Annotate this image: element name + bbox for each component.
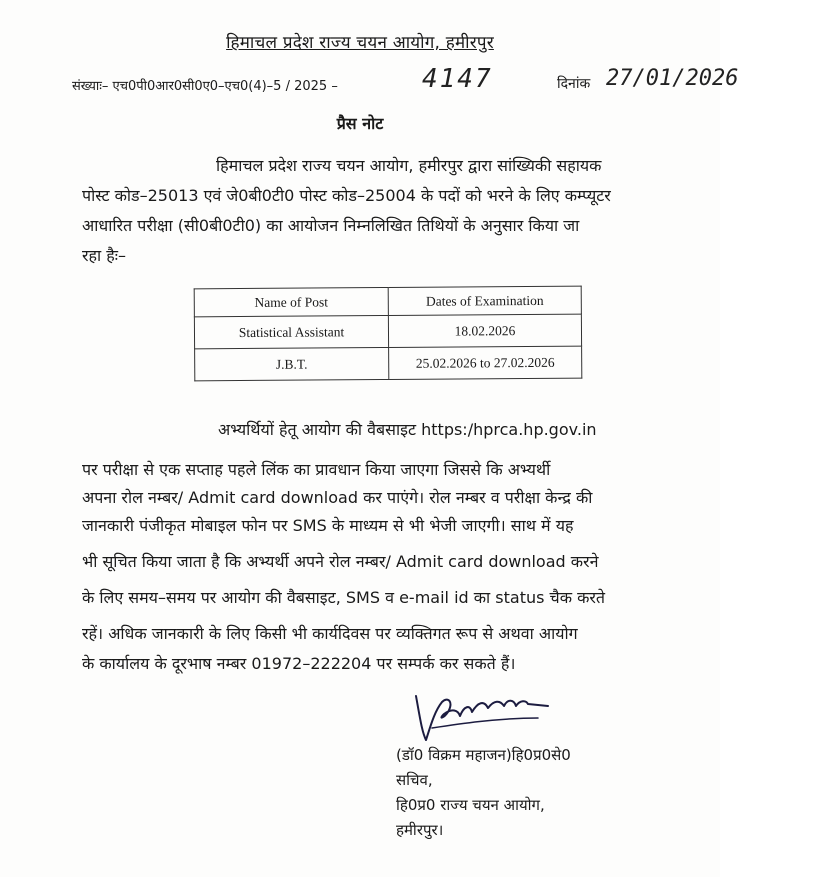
reference-number-printed: संख्याः– एच0पी0आर0सी0ए0–एच0(4)–5 / 2025 – [72,79,338,94]
table-cell-date: 25.02.2026 to 27.02.2026 [389,346,582,379]
table-row [195,346,582,381]
body-line: के कार्यालय के दूरभाष नम्बर 01972–222204 पर सम्पर्क कर सकते हैं। [82,654,516,673]
reference-number-handwritten: 4147 [422,64,493,94]
body-line: रहें। अधिक जानकारी के लिए किसी भी कार्यदिवस पर व्यक्तिगत रूप से अथवा आयोग [82,624,578,643]
signatory-name: (डॉ0 विक्रम महाजन)हि0प्र0से0 [396,746,571,764]
table-header-row [194,286,581,317]
body-line: जानकारी पंजीकृत मोबाइल फोन पर SMS के माध्यम से भी भेजी जाएगी। साथ में यह [82,516,574,535]
press-note-heading: प्रैस नोट [336,114,384,133]
body-line: के लिए समय–समय पर आयोग की वैबसाइट, SMS व e-mail id का status चैक करते [82,588,606,607]
date-handwritten: 27/01/2026 [606,66,739,91]
body-line: अपना रोल नम्बर/ Admit card download कर पाएंगे। रोल नम्बर व परीक्षा केन्द्र की [82,488,593,507]
body-line: भी सूचित किया जाता है कि अभ्यर्थी अपने रोल नम्बर/ Admit card download करने [82,552,599,571]
signatory-designation: सचिव, [396,771,433,789]
handwritten-signature [408,688,558,748]
intro-line: पोस्ट कोड–25013 एवं जे0बी0टी0 पोस्ट कोड–25004 के पदों को भरने के लिए कम्प्यूटर [82,186,611,205]
intro-line: रहा हैः– [82,246,126,265]
body-line: अभ्यर्थियों हेतू आयोग की वैबसाइट https:/hprca.hp.gov.in [218,420,597,439]
signatory-place: हमीरपुर। [396,821,444,839]
date-label: दिनांक [557,76,591,92]
body-line: पर परीक्षा से एक सप्ताह पहले लिंक का प्रावधान किया जाएगा जिससे कि अभ्यर्थी [82,460,551,479]
commission-title: हिमाचल प्रदेश राज्य चयन आयोग, हमीरपुर [226,33,494,53]
exam-schedule-table [194,286,583,382]
table-cell-date: 18.02.2026 [388,314,581,347]
column-header-dates: Dates of Examination [388,286,581,315]
table-row [194,314,581,349]
column-header-post: Name of Post [194,287,388,316]
intro-line: आधारित परीक्षा (सी0बी0टी0) का आयोजन निम्नलिखित तिथियों के अनुसार किया जा [82,216,580,235]
table-cell-post: Statistical Assistant [194,315,388,348]
intro-line: हिमाचल प्रदेश राज्य चयन आयोग, हमीरपुर द्वारा सांख्यिकी सहायक [216,156,602,175]
signatory-organisation: हि0प्र0 राज्य चयन आयोग, [396,796,545,814]
table-cell-post: J.B.T. [195,347,389,380]
